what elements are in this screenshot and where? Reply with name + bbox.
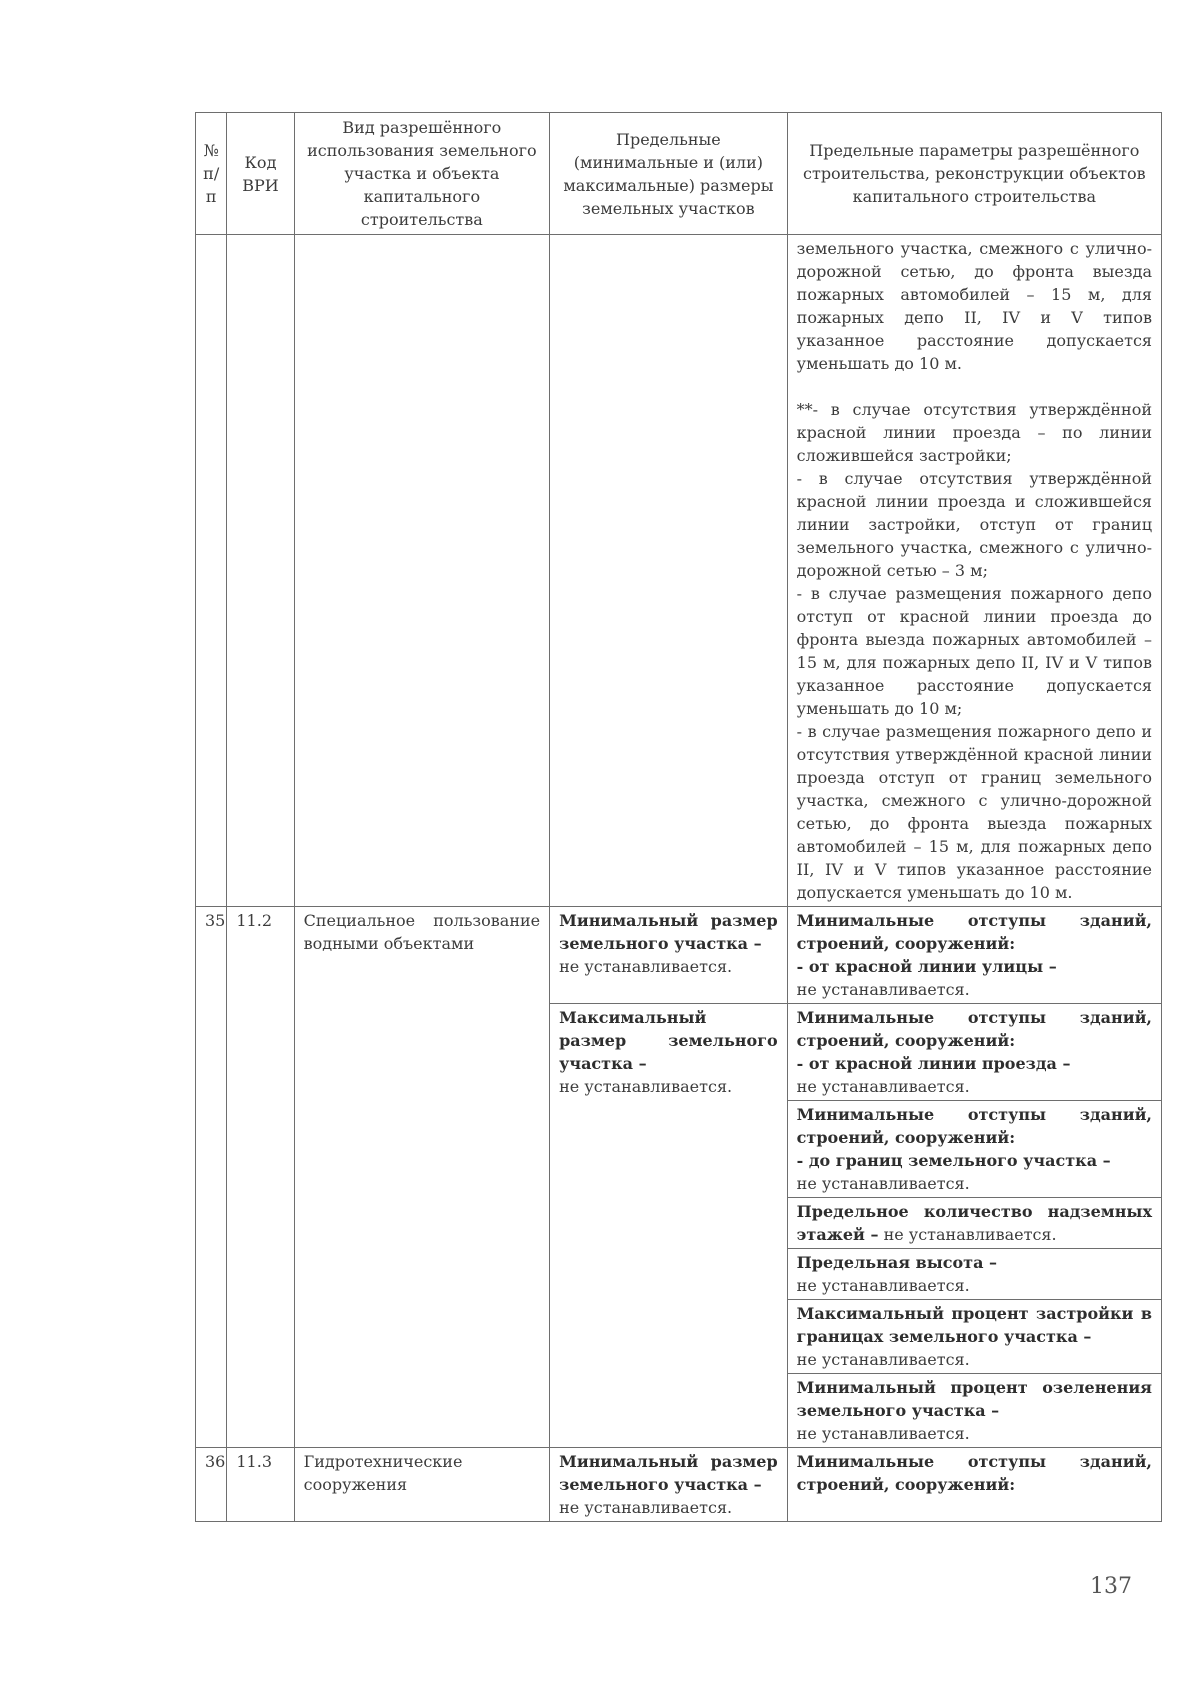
- plot-size-min-value: не устанавливается.: [559, 957, 733, 976]
- paragraph-gap: [797, 375, 1152, 398]
- header-code: Код ВРИ: [227, 113, 294, 235]
- param-value: не устанавливается.: [796, 1077, 970, 1096]
- param-label: Максимальный процент застройки в границах земельного участка –: [796, 1304, 1152, 1346]
- param-value: не устанавливается.: [796, 1174, 970, 1193]
- param-sublabel: - от красной линии проезда –: [796, 1054, 1071, 1073]
- plot-size-min-label: Минимальный размер земельного участка –: [559, 1452, 778, 1494]
- plot-size-max-label: Максимальный размер земельного участка –: [559, 1008, 778, 1073]
- cell-number: [196, 235, 227, 907]
- header-use-type: Вид разрешённого использования земельного участка и объекта капитального строительства: [294, 113, 550, 235]
- table-row-35: [196, 907, 1162, 1004]
- param-cell: [787, 1249, 1161, 1300]
- continuation-paragraph: - в случае размещения пожарного депо и отсутствия утверждённой красной линии проезда отступ от границ земельного участка, смежного с улично-дорожной сетью, до фронта выезда пожарных автомобилей – 15 м, для пожарных депо II, IV и V типов указанное расстояние допускается уменьшать до 10 м.: [796, 722, 1152, 902]
- plot-size-min: [550, 1448, 788, 1522]
- param-cell: [787, 1101, 1161, 1198]
- row-use-type: Гидротехнические сооружения: [294, 1448, 550, 1522]
- param-value: не устанавливается.: [796, 1424, 970, 1443]
- param-label: Предельное количество надземных этажей –: [796, 1202, 1152, 1244]
- param-cell: [787, 1300, 1161, 1374]
- param-sublabel: - до границ земельного участка –: [796, 1151, 1111, 1170]
- table-header-row: [196, 113, 1162, 235]
- param-cell: [787, 907, 1161, 1004]
- header-plot-size: Предельные (минимальные и (или) максимальные) размеры земельных участков: [550, 113, 788, 235]
- param-cell: [787, 1448, 1161, 1522]
- row-number: 35: [196, 907, 227, 1448]
- row-use-type: Специальное пользование водными объектами: [294, 907, 550, 1448]
- param-label: Минимальные отступы зданий, строений, сооружений:: [796, 1452, 1152, 1494]
- page-number: 137: [1090, 1574, 1132, 1599]
- plot-size-max-value: не устанавливается.: [559, 1077, 733, 1096]
- row-code: 11.3: [227, 1448, 294, 1522]
- header-build-params: Предельные параметры разрешённого строительства, реконструкции объектов капитального строительства: [787, 113, 1161, 235]
- regulations-table: [195, 112, 1162, 1522]
- cell-use-type: [294, 235, 550, 907]
- param-cell: [787, 1198, 1161, 1249]
- table-row-continuation: [196, 235, 1162, 907]
- plot-size-max: [550, 1004, 788, 1448]
- header-number: № п/п: [196, 113, 227, 235]
- param-label: Минимальные отступы зданий, строений, сооружений:: [796, 1105, 1152, 1147]
- row-code: 11.2: [227, 907, 294, 1448]
- plot-size-min-label: Минимальный размер земельного участка –: [559, 911, 778, 953]
- param-value: не устанавливается.: [796, 1350, 970, 1369]
- param-cell: [787, 1004, 1161, 1101]
- plot-size-min-value: не устанавливается.: [559, 1498, 733, 1517]
- table-row-36: [196, 1448, 1162, 1522]
- param-label: Минимальные отступы зданий, строений, сооружений:: [796, 1008, 1152, 1050]
- param-value: не устанавливается.: [796, 1276, 970, 1295]
- cell-build-params: [787, 235, 1161, 907]
- cell-code: [227, 235, 294, 907]
- param-value: не устанавливается.: [883, 1225, 1057, 1244]
- continuation-paragraph: земельного участка, смежного с улично-дорожной сетью, до фронта выезда пожарных автомобилей – 15 м, для пожарных депо II, IV и V типов указанное расстояние допускается уменьшать до 10 м.: [796, 239, 1152, 373]
- continuation-paragraph: - в случае размещения пожарного депо отступ от красной линии проезда до фронта выезда пожарных автомобилей – 15 м, для пожарных депо II, IV и V типов указанное расстояние допускается уменьшать до 10 м;: [796, 584, 1152, 718]
- param-cell: [787, 1374, 1161, 1448]
- param-value: не устанавливается.: [796, 980, 970, 999]
- continuation-paragraph: **- в случае отсутствия утверждённой красной линии проезда – по линии сложившейся застройки;: [796, 400, 1152, 465]
- param-label: Минимальный процент озеленения земельного участка –: [796, 1378, 1152, 1420]
- cell-plot-size: [550, 235, 788, 907]
- param-sublabel: - от красной линии улицы –: [796, 957, 1057, 976]
- param-label: Минимальные отступы зданий, строений, сооружений:: [796, 911, 1152, 953]
- row-number: 36: [196, 1448, 227, 1522]
- param-label: Предельная высота –: [796, 1253, 998, 1272]
- continuation-paragraph: - в случае отсутствия утверждённой красной линии проезда и сложившейся линии застройки, отступ от границ земельного участка, смежного с улично-дорожной сетью – 3 м;: [796, 469, 1152, 580]
- plot-size-min: [550, 907, 788, 1004]
